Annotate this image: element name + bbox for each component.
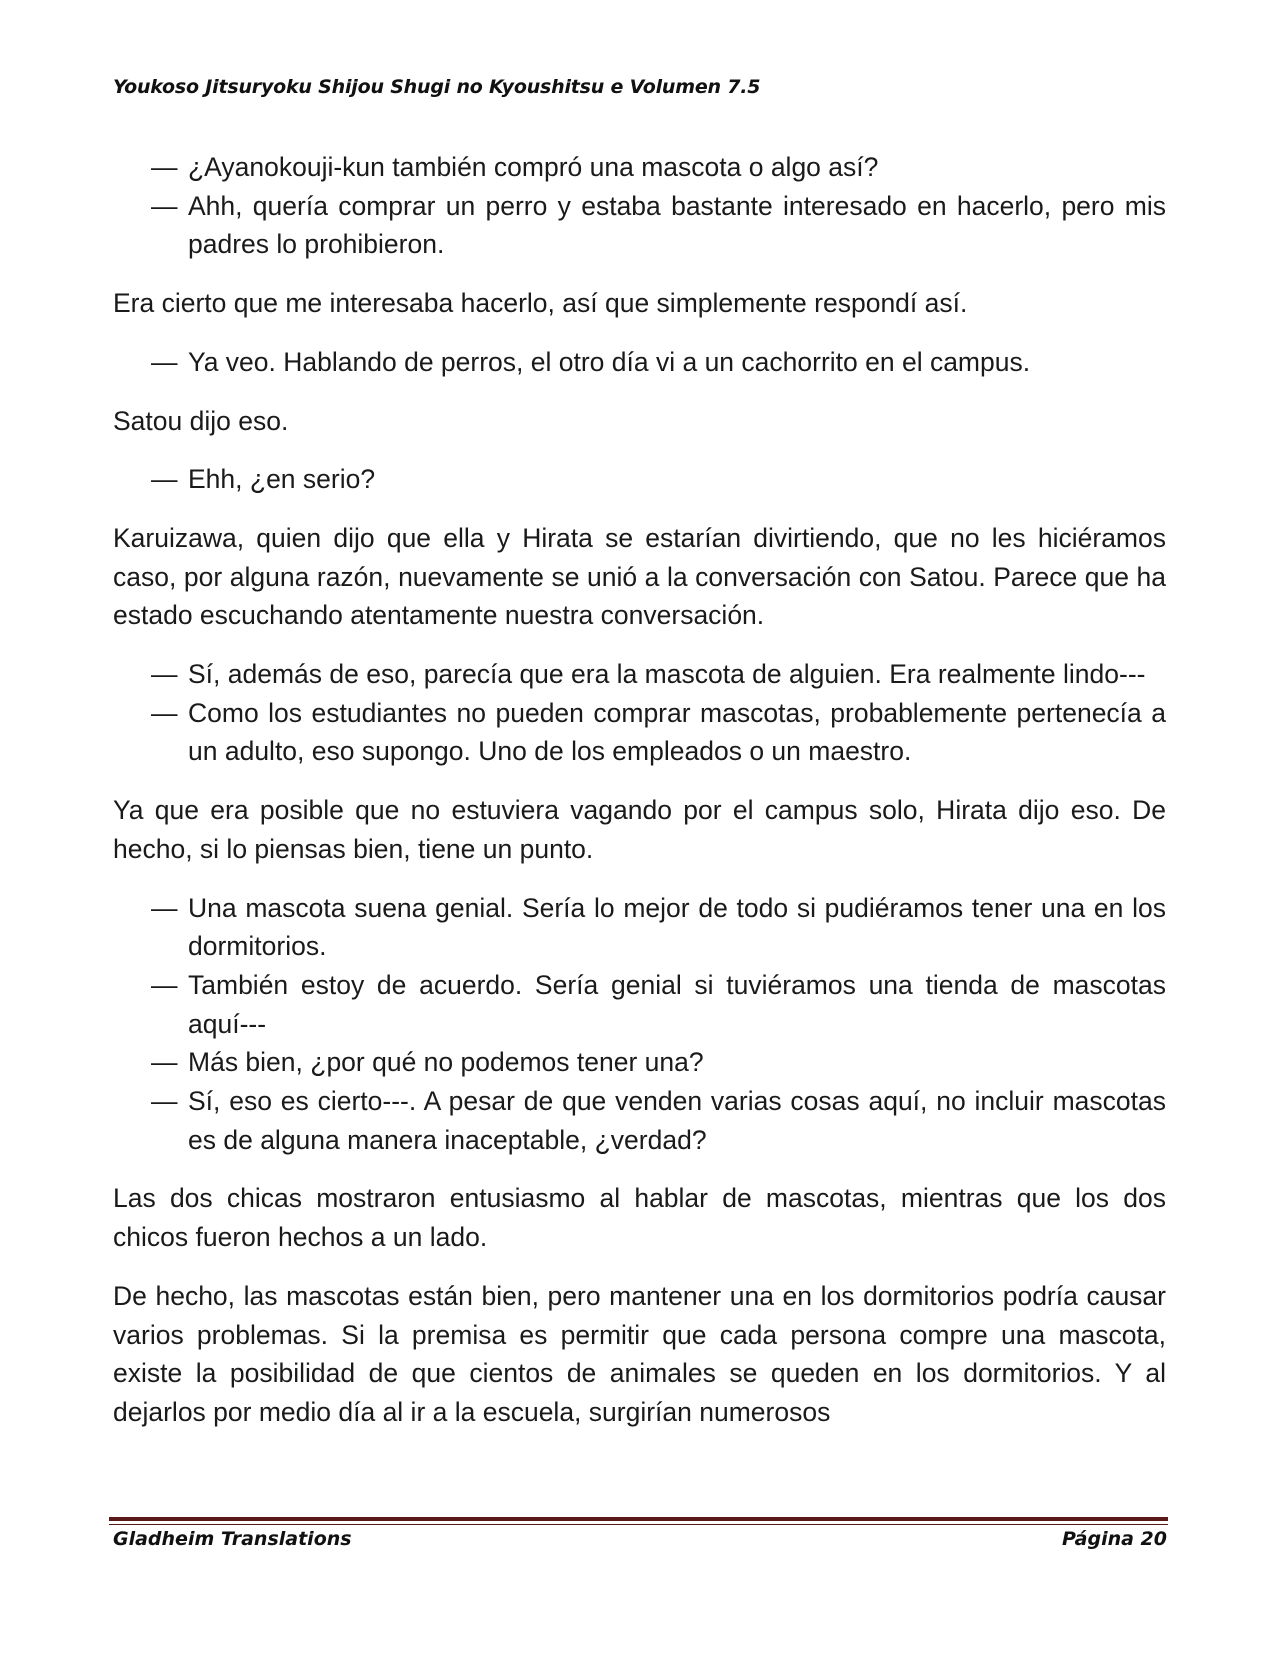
footer-translator: Gladheim Translations (113, 1528, 352, 1550)
dialogue-dash: — (151, 659, 178, 690)
dialogue-text: Ya veo. Hablando de perros, el otro día vi a un cachorrito en el campus. (188, 346, 1031, 377)
paragraph: Era cierto que me interesaba hacerlo, así que simplemente respondí así. (113, 288, 968, 319)
dialogue-text: Ehh, ¿en serio? (188, 464, 376, 495)
dialogue-text: También estoy de acuerdo. Sería genial si tuviéramos una tienda de mascotas aquí--- (188, 969, 1166, 1039)
dialogue-dash: — (151, 1086, 178, 1117)
dialogue-text: ¿Ayanokouji-kun también compró una mascota o algo así? (188, 152, 879, 182)
dialogue-text: Como los estudiantes no pueden comprar mascotas, probablemente pertenecía a un adulto, eso supongo. Uno de los empleados o un maestro. (188, 697, 1166, 767)
dialogue-line (113, 889, 1166, 966)
dialogue-dash: — (151, 697, 178, 728)
dialogue-group (113, 343, 1166, 382)
dialogue-line (113, 1082, 1166, 1159)
dialogue-text: Sí, eso es cierto---. A pesar de que venden varias cosas aquí, no incluir mascotas es de alguna manera inaceptable, ¿verdad? (188, 1086, 1166, 1155)
footer-rule-thin (109, 1524, 1168, 1525)
dialogue-dash: — (151, 969, 178, 1000)
dialogue-line (113, 148, 1166, 187)
dialogue-text: Una mascota suena genial. Sería lo mejor de todo si pudiéramos tener una en los dormitorios. (188, 892, 1166, 962)
dialogue-group (113, 655, 1166, 771)
body-text (113, 148, 1166, 1452)
dialogue-text: Más bien, ¿por qué no podemos tener una? (188, 1047, 704, 1078)
paragraph: Las dos chicas mostraron entusiasmo al hablar de mascotas, mientras que los dos chicos fueron hechos a un lado. (113, 1183, 1166, 1253)
dialogue-text: Sí, además de eso, parecía que era la mascota de alguien. Era realmente lindo--- (188, 659, 1146, 690)
paragraph: Satou dijo eso. (113, 405, 289, 436)
dialogue-dash: — (151, 152, 178, 182)
dialogue-group (113, 460, 1166, 499)
paragraph: De hecho, las mascotas están bien, pero mantener una en los dormitorios podría causar varios problemas. Si la premisa es permitir que cada persona compre una mascota, existe la posibilidad de que cientos de animales se queden en los dormitorios. Y al dejarlos por medio día al ir a la escuela, surgirían numerosos (113, 1280, 1166, 1427)
dialogue-text: Ahh, quería comprar un perro y estaba bastante interesado en hacerlo, pero mis padres lo prohibieron. (188, 190, 1166, 260)
dialogue-line (113, 1043, 1166, 1082)
dialogue-dash: — (151, 892, 178, 923)
dialogue-dash: — (151, 464, 178, 495)
footer-rule (109, 1517, 1168, 1521)
dialogue-line (113, 460, 1166, 499)
paragraph: Karuizawa, quien dijo que ella y Hirata se estarían divirtiendo, que no les hiciéramos caso, por alguna razón, nuevamente se unió a la conversación con Satou. Parece que ha estado escuchando atentamente nuestra conversación. (113, 522, 1166, 631)
dialogue-line (113, 655, 1166, 694)
dialogue-dash: — (151, 346, 178, 377)
header-title: Youkoso Jitsuryoku Shijou Shugi no Kyoushitsu e Volumen 7.5 (113, 76, 761, 98)
dialogue-group (113, 148, 1166, 264)
dialogue-line (113, 694, 1166, 771)
footer-page-number: Página 20 (1061, 1528, 1167, 1550)
dialogue-group (113, 889, 1166, 1160)
dialogue-line (113, 343, 1166, 382)
dialogue-line (113, 966, 1166, 1043)
dialogue-line (113, 187, 1166, 264)
dialogue-dash: — (151, 1047, 178, 1078)
paragraph: Ya que era posible que no estuviera vagando por el campus solo, Hirata dijo eso. De hecho, si lo piensas bien, tiene un punto. (113, 795, 1166, 864)
dialogue-dash: — (151, 190, 178, 221)
